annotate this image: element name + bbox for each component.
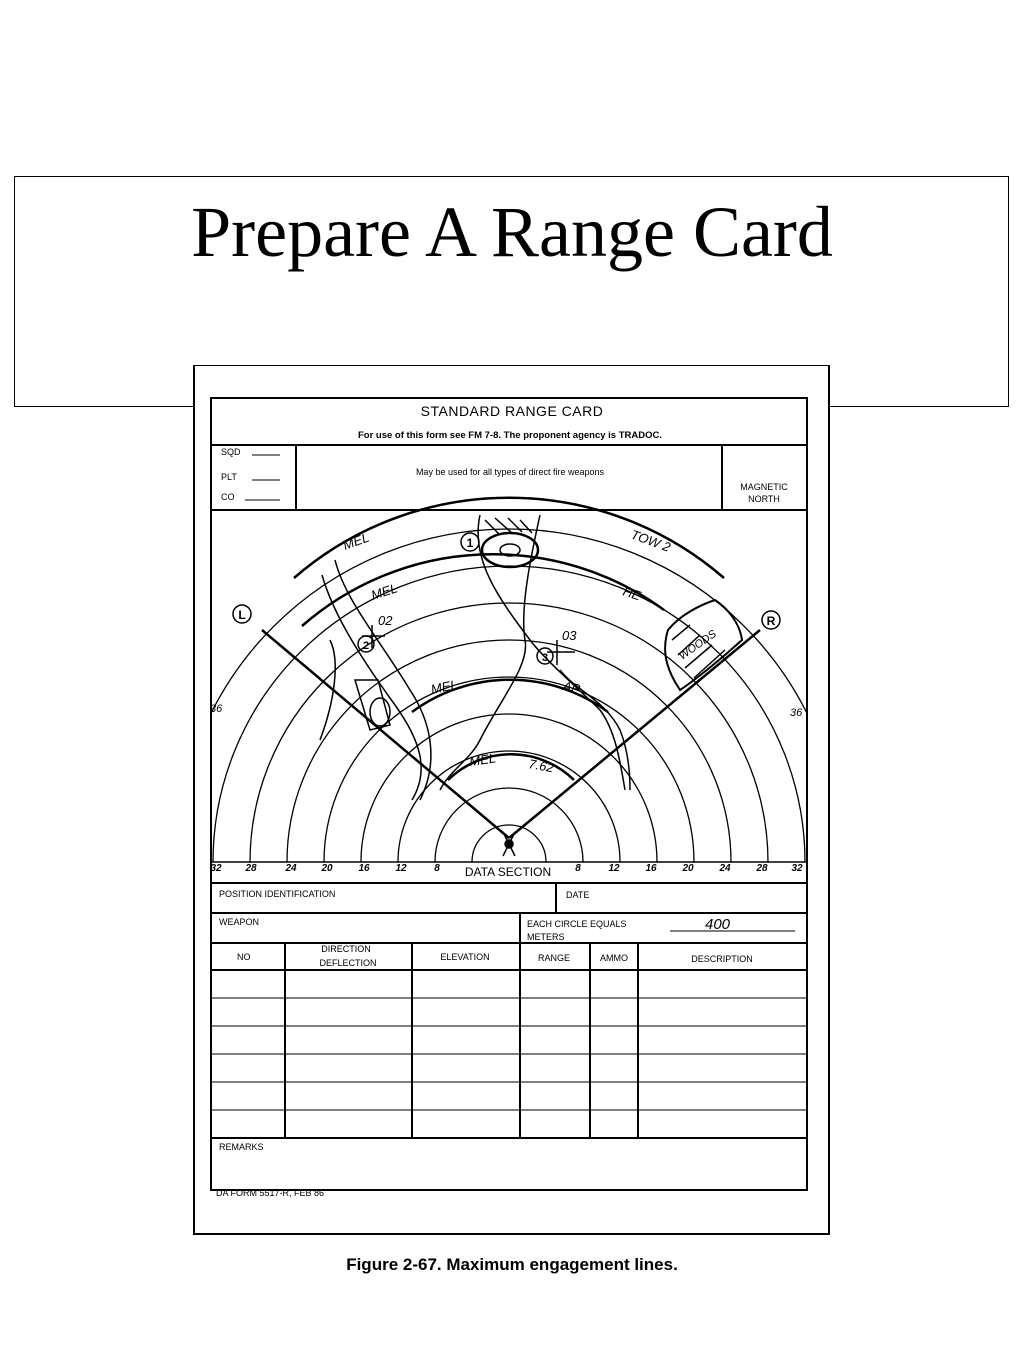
col-range: RANGE bbox=[537, 953, 571, 963]
scale-right-24: 24 bbox=[719, 863, 731, 874]
figure-caption: Figure 2-67. Maximum engagement lines. bbox=[346, 1255, 678, 1274]
scale-left-24: 24 bbox=[285, 863, 297, 874]
scale-left-28: 28 bbox=[245, 863, 257, 874]
form-number: DA FORM 5517-R, FEB 86 bbox=[216, 1188, 325, 1198]
magnetic-north-line1: MAGNETIC bbox=[740, 482, 788, 492]
woods-label: WOODS bbox=[676, 628, 719, 663]
scale-left-12: 12 bbox=[395, 863, 407, 874]
tow2-label: TOW 2 bbox=[628, 526, 673, 555]
he-label: HE bbox=[621, 583, 643, 604]
col-ammo: AMMO bbox=[600, 953, 628, 963]
col-direction-line2: DEFLECTION bbox=[319, 958, 377, 968]
scale-right-32: 32 bbox=[791, 863, 803, 874]
left-limit-label: L bbox=[238, 608, 246, 622]
remarks-label: REMARKS bbox=[219, 1142, 264, 1152]
deg-left-label: 36 bbox=[210, 703, 223, 715]
mel-inner-label: MEL bbox=[468, 750, 497, 769]
col-no: NO bbox=[237, 952, 251, 962]
scale-right-12: 12 bbox=[608, 863, 620, 874]
ref-03-label: 03 bbox=[562, 628, 577, 643]
mel-third-label: MEL bbox=[429, 676, 459, 697]
col-elevation: ELEVATION bbox=[440, 952, 490, 962]
trp-1-label: 1 bbox=[466, 536, 474, 550]
col-description: DESCRIPTION bbox=[691, 954, 753, 964]
scale-right-8: 8 bbox=[575, 863, 581, 874]
deg-right-label: 36 bbox=[790, 707, 803, 719]
sqd-label: SQD bbox=[221, 447, 241, 457]
scale-right-20: 20 bbox=[682, 863, 694, 874]
circle-value: 400 bbox=[705, 916, 731, 933]
co-label: CO bbox=[221, 492, 235, 502]
cal-762-label: 7.62 bbox=[527, 756, 556, 776]
scale-left-20: 20 bbox=[321, 863, 333, 874]
scale-left-16: 16 bbox=[358, 863, 370, 874]
trp-2-label: 2 bbox=[362, 640, 370, 652]
ref-02-label: 02 bbox=[378, 613, 393, 628]
scale-right-16: 16 bbox=[645, 863, 657, 874]
each-circle-label: EACH CIRCLE EQUALS bbox=[527, 919, 627, 929]
magnetic-north-line2: NORTH bbox=[748, 494, 780, 504]
card-title: STANDARD RANGE CARD bbox=[420, 403, 604, 419]
position-id-label: POSITION IDENTIFICATION bbox=[219, 889, 336, 899]
date-label: DATE bbox=[566, 890, 590, 900]
mel-second-label: MEL bbox=[369, 580, 400, 603]
scale-left-8: 8 bbox=[434, 863, 440, 874]
trp-3-label: 3 bbox=[541, 652, 549, 664]
ap-label: AP bbox=[561, 678, 582, 697]
scale-right-28: 28 bbox=[756, 863, 768, 874]
weapons-note: May be used for all types of direct fire weapons bbox=[415, 467, 605, 477]
terrain-features bbox=[320, 515, 742, 856]
scale-left-32: 32 bbox=[210, 863, 222, 874]
weapon-label: WEAPON bbox=[219, 917, 260, 927]
col-direction-line1: DIRECTION bbox=[321, 944, 371, 954]
meters-label: METERS bbox=[527, 932, 565, 942]
right-limit-label: R bbox=[766, 614, 776, 628]
form-border bbox=[211, 398, 807, 1190]
plt-label: PLT bbox=[221, 472, 237, 482]
slide-title: Prepare A Range Card bbox=[191, 192, 833, 272]
mel-outer-label: MEL bbox=[340, 529, 372, 553]
data-section-label: DATA SECTION bbox=[464, 865, 552, 879]
card-subtitle: For use of this form see FM 7-8. The proponent agency is TRADOC. bbox=[357, 430, 663, 441]
